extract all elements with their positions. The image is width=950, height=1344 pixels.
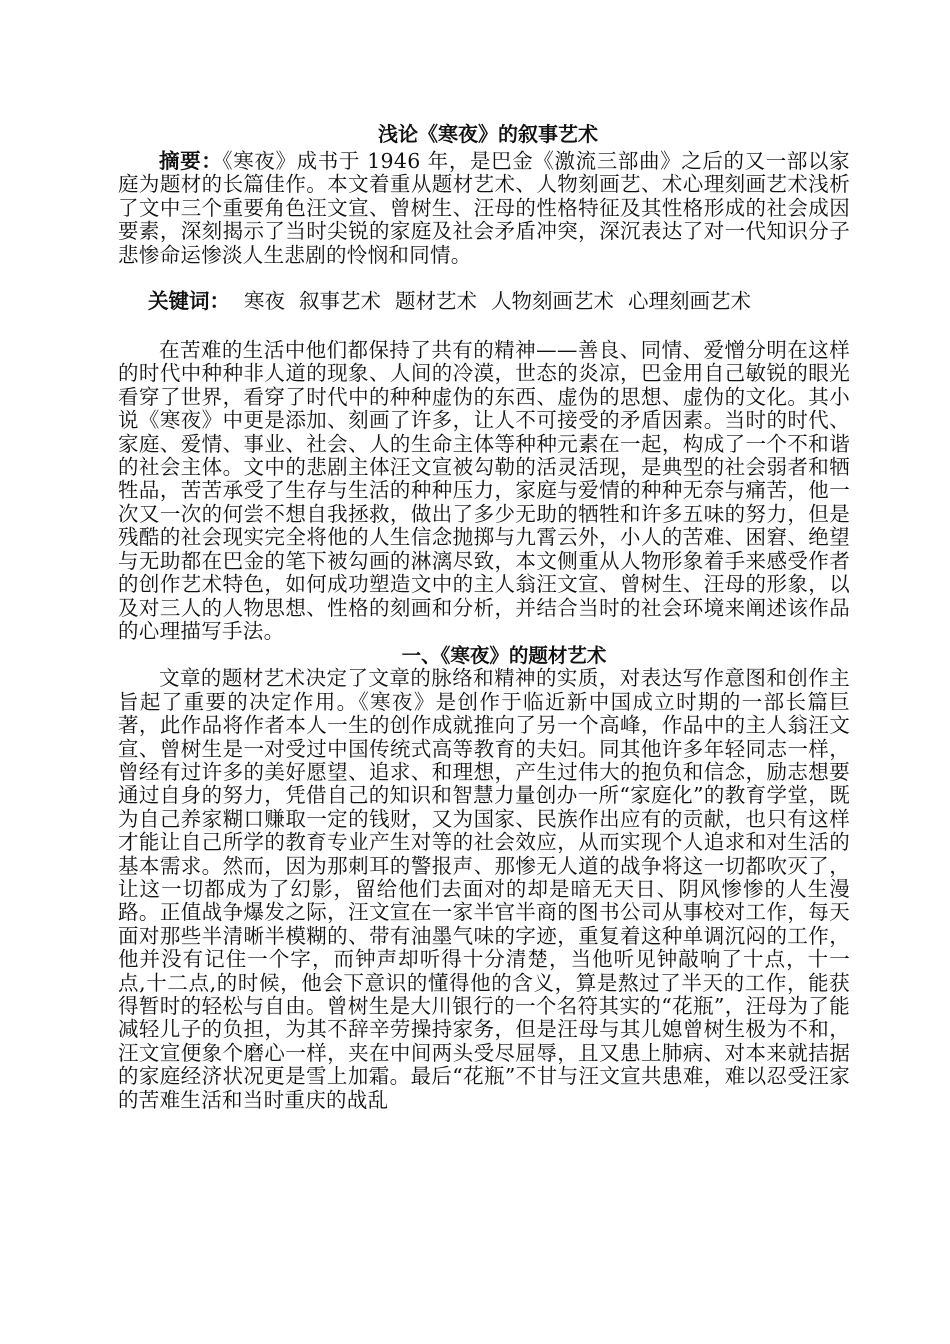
keywords-label: 关键词： [148, 289, 230, 314]
keyword-item: 心理刻画艺术 [628, 289, 751, 314]
section-heading: 一、《寒夜》的题材艺术 [401, 644, 607, 668]
document-page [118, 118, 850, 1112]
keyword-item: 题材艺术 [395, 289, 477, 314]
section-paragraph: 文章的题材艺术决定了文章的脉络和精神的实质，对表达写作意图和创作主旨起了重要的决定作用。《寒夜》是创作于临近新中国成立时期的一部长篇巨著，此作品将作者本人一生的创作成就推向了另一个高峰，作品中的主人翁汪文宣、曾树生是一对受过中国传统式高等教育的夫妇。同其他许多年轻同志一样，曾经有过许多的美好愿望、追求、和理想，产生过伟大的抱负和信念，励志想要通过自身的努力，凭借自己的知识和智慧力量创办一所“家庭化”的教育学堂，既为自己养家糊口赚取一定的钱财，又为国家、民族作出应有的贡献，也只有这样才能让自己所学的教育专业产生对等的社会效应，从而实现个人追求和对生活的基本需求。然而，因为那刺耳的警报声、那惨无人道的战争将这一切都吹灭了，让这一切都成为了幻影，留给他们去面对的却是暗无天日、阴风惨惨的人生漫路。正值战争爆发之际，汪文宣在一家半官半商的图书公司从事校对工作，每天面对那些半清晰半模糊的、带有油墨气味的字迹，重复着这种单调沉闷的工作，他并没有记住一个字，而钟声却听得十分清楚，当他听见钟敲响了十点，十一点,十二点,的时候，他会下意识的懂得他的含义，算是熬过了半天的工作，能获得暂时的轻松与自由。曾树生是大川银行的一个名符其实的“花瓶”，汪母为了能减轻儿子的负担，为其不辞辛劳操持家务，但是汪母与其儿媳曾树生极为不和，汪文宣便象个磨心一样，夹在中间两头受尽屈辱，且又患上肺病、对本来就拮据的家庭经济状况更是雪上加霜。最后“花瓶”不甘与汪文宣共患难，难以忍受汪家的苦难生活和当时重庆的战乱 [118, 666, 850, 1112]
intro-paragraph: 在苦难的生活中他们都保持了共有的精神——善良、同情、爱憎分明在这样的时代中种种非人道的现象、人间的冷漠，世态的炎凉，巴金用自己敏锐的眼光看穿了世界，看穿了时代中的种种虚伪的东西、虚伪的思想、虚伪的文化。其小说《寒夜》中更是添加、刻画了许多，让人不可接受的矛盾因素。当时的时代、家庭、爱情、事业、社会、人的生命主体等种种元素在一起，构成了一个不和谐的社会主体。文中的悲剧主体汪文宣被勾勒的活灵活现，是典型的社会弱者和牺牲品，苦苦承受了生存与生活的种种压力，家庭与爱情的种种无奈与痛苦，他一次又一次的何尝不想自我拯救，做出了多少无助的牺牲和许多五味的努力，但是残酷的社会现实完全将他的人生信念抛掷与九霄云外，小人的苦难、困窘、绝望与无助都在巴金的笔下被勾画的淋漓尽致，本文侧重从人物形象着手来感受作者的创作艺术特色，如何成功塑造文中的主人翁汪文宣、曾树生、汪母的形象，以及对三人的人物思想、性格的刻画和分析，并结合当时的社会环境来阐述该作品的心理描写手法。 [118, 338, 850, 643]
abstract-paragraph [118, 150, 850, 267]
paper-title: 浅论《寒夜》的叙事艺术 [378, 122, 598, 146]
keywords-line [118, 289, 850, 313]
abstract-text: 《寒夜》成书于 1946 年，是巴金《激流三部曲》之后的又一部以家庭为题材的长篇佳作。本文着重从题材艺术、人物刻画艺、术心理刻画艺术浅析了文中三个重要角色汪文宣、曾树生、汪母的性格特征及其性格形成的社会成因要素，深刻揭示了当时尖锐的家庭及社会矛盾冲突，深沉表达了对一代知识分子悲惨命运惨淡人生悲剧的怜悯和同情。 [118, 149, 850, 267]
keyword-item: 人物刻画艺术 [491, 289, 614, 314]
keyword-item: 叙事艺术 [299, 289, 381, 314]
abstract-label: 摘要： [159, 149, 223, 173]
keyword-item: 寒夜 [244, 289, 285, 314]
